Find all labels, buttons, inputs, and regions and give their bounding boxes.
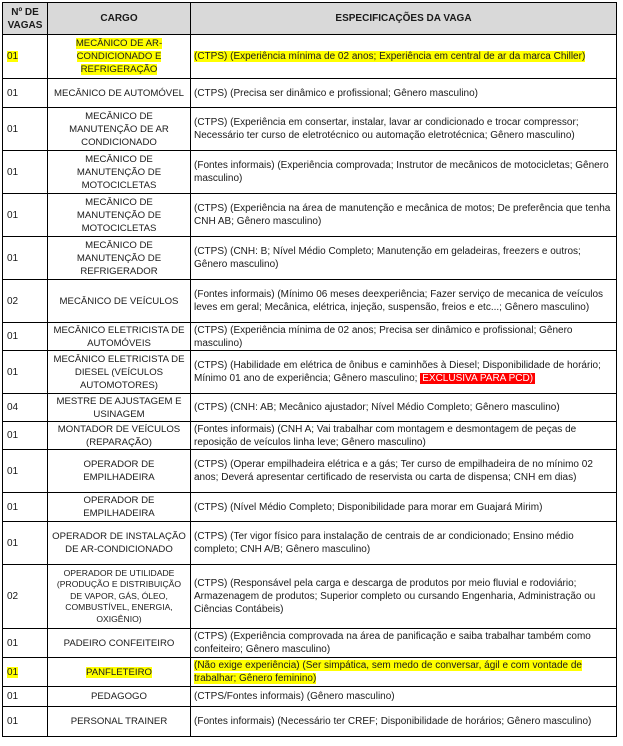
vagas-cell: 01 xyxy=(3,422,48,450)
table-row xyxy=(3,394,617,422)
table-row xyxy=(3,108,617,151)
cargo-cell: MESTRE DE AJUSTAGEM E USINAGEM xyxy=(48,394,191,422)
cargo-cell: PADEIRO CONFEITEIRO xyxy=(48,629,191,658)
cargo-cell: OPERADOR DE INSTALAÇÃO DE AR-CONDICIONADO xyxy=(48,522,191,565)
cargo-cell: PEDAGOGO xyxy=(48,687,191,707)
header-cargo: CARGO xyxy=(48,3,191,35)
vagas-cell: 02 xyxy=(3,565,48,629)
table-row xyxy=(3,707,617,737)
header-vagas: Nº DE VAGAS xyxy=(3,3,48,35)
vagas-cell: 01 xyxy=(3,151,48,194)
table-row xyxy=(3,237,617,280)
vagas-cell: 04 xyxy=(3,394,48,422)
vagas-cell: 01 xyxy=(3,658,48,687)
vagas-cell: 01 xyxy=(3,450,48,493)
vagas-cell: 01 xyxy=(3,35,48,79)
cargo-cell: OPERADOR DE EMPILHADEIRA xyxy=(48,493,191,522)
spec-cell: (CTPS) (CNH: B; Nível Médio Completo; Manutenção em geladeiras, freezers e outros; Gênero masculino) xyxy=(191,237,617,280)
table-row xyxy=(3,687,617,707)
cargo-cell: PERSONAL TRAINER xyxy=(48,707,191,737)
cargo-cell: MECÂNICO DE MANUTENÇÃO DE REFRIGERADOR xyxy=(48,237,191,280)
spec-cell: (CTPS/Fontes informais) (Gênero masculino) xyxy=(191,687,617,707)
table-row xyxy=(3,658,617,687)
table-row xyxy=(3,351,617,394)
table-row xyxy=(3,450,617,493)
spec-cell: (CTPS) (Responsável pela carga e descarga de produtos por meio fluvial e rodoviário; Armazenagem de produtos; Superior completo ou cursando Engenharia, Administração ou Ciências Contábeis) xyxy=(191,565,617,629)
spec-cell: (CTPS) (Experiência em consertar, instalar, lavar ar condicionado e trocar compressor; Necessário ter curso de eletrotécnico ou automação eletrotécnica; Gênero masculino) xyxy=(191,108,617,151)
vagas-cell: 01 xyxy=(3,237,48,280)
spec-cell: (Fontes informais) (Experiência comprovada; Instrutor de mecânicos de motocicletas; Gênero masculino) xyxy=(191,151,617,194)
spec-cell: (CTPS) (Experiência na área de manutenção e mecânica de motos; De preferência que tenha CNH AB; Gênero masculino) xyxy=(191,194,617,237)
vacancy-table xyxy=(2,2,617,737)
spec-cell: (CTPS) (Nível Médio Completo; Disponibilidade para morar em Guajará Mirim) xyxy=(191,493,617,522)
cargo-cell: MECÂNICO DE MANUTENÇÃO DE AR CONDICIONADO xyxy=(48,108,191,151)
spec-cell: (CTPS) (Experiência comprovada na área de panificação e saiba trabalhar também como confeiteiro; Gênero masculino) xyxy=(191,629,617,658)
table-row xyxy=(3,280,617,323)
table-row xyxy=(3,493,617,522)
spec-cell: (Fontes informais) (CNH A; Vai trabalhar com montagem e desmontagem de peças de reposição de veículos linha leve; Gênero masculino) xyxy=(191,422,617,450)
spec-cell: (Não exige experiência) (Ser simpática, sem medo de conversar, ágil e com vontade de trabalhar; Gênero feminino) xyxy=(191,658,617,687)
cargo-cell: OPERADOR DE EMPILHADEIRA xyxy=(48,450,191,493)
cargo-cell: MECÂNICO DE VEÍCULOS xyxy=(48,280,191,323)
spec-cell: (Fontes informais) (Mínimo 06 meses deexperiência; Fazer serviço de mecanica de veículos leves em geral; Mecânica, elétrica, injeção, suspensão, freios e etc...; Gênero masculino) xyxy=(191,280,617,323)
cargo-cell: MECÂNICO ELETRICISTA DE AUTOMÓVEIS xyxy=(48,323,191,351)
spec-text: (CTPS) (Habilidade em elétrica de ônibus e caminhões à Diesel; Disponibilidade de horário; Mínimo 01 ano de experiência; Gênero masculino; xyxy=(194,360,601,384)
vagas-cell: 01 xyxy=(3,108,48,151)
cargo-cell: MECÂNICO ELETRICISTA DE DIESEL (VEÍCULOS AUTOMOTORES) xyxy=(48,351,191,394)
spec-cell: (Fontes informais) (Necessário ter CREF; Disponibilidade de horários; Gênero masculino) xyxy=(191,707,617,737)
cargo-cell: MONTADOR DE VEÍCULOS (REPARAÇÃO) xyxy=(48,422,191,450)
vagas-cell: 01 xyxy=(3,79,48,108)
spec-cell: (CTPS) (CNH: AB; Mecânico ajustador; Nível Médio Completo; Gênero masculino) xyxy=(191,394,617,422)
pcd-badge: EXCLUSIVA PARA PCD) xyxy=(422,373,534,384)
vagas-cell: 01 xyxy=(3,687,48,707)
spec-cell: (CTPS) (Precisa ser dinâmico e profissional; Gênero masculino) xyxy=(191,79,617,108)
cargo-cell: MECÂNICO DE AUTOMÓVEL xyxy=(48,79,191,108)
table-row xyxy=(3,79,617,108)
vagas-cell: 01 xyxy=(3,194,48,237)
spec-cell: (CTPS) (Operar empilhadeira elétrica e a gás; Ter curso de empilhadeira de no mínimo 02 anos; Deverá apresentar certificado de reservista ou carta de dispensa; CNH em dias) xyxy=(191,450,617,493)
vagas-cell: 01 xyxy=(3,351,48,394)
table-row xyxy=(3,323,617,351)
vagas-cell: 01 xyxy=(3,493,48,522)
table-row xyxy=(3,629,617,658)
table-row xyxy=(3,422,617,450)
table-row xyxy=(3,522,617,565)
cargo-cell: OPERADOR DE UTILIDADE (PRODUÇÃO E DISTRIBUIÇÃO DE VAPOR, GÁS, ÓLEO, COMBUSTÍVEL, ENERGIA, OXIGÊNIO) xyxy=(48,565,191,629)
vagas-cell: 01 xyxy=(3,323,48,351)
table-row xyxy=(3,565,617,629)
table-row xyxy=(3,194,617,237)
vagas-cell: 01 xyxy=(3,522,48,565)
spec-cell: (CTPS) (Ter vigor físico para instalação de centrais de ar condicionado; Ensino médio completo; CNH A/B; Gênero masculino) xyxy=(191,522,617,565)
vagas-cell: 02 xyxy=(3,280,48,323)
cargo-cell: MECÂNICO DE MANUTENÇÃO DE MOTOCICLETAS xyxy=(48,194,191,237)
spec-cell xyxy=(191,351,617,394)
table-row xyxy=(3,151,617,194)
cargo-cell: MECÂNICO DE AR-CONDICIONADO E REFRIGERAÇÃO xyxy=(48,35,191,79)
vagas-cell: 01 xyxy=(3,629,48,658)
spec-cell: (CTPS) (Experiência mínima de 02 anos; Experiência em central de ar da marca Chiller) xyxy=(191,35,617,79)
table-row xyxy=(3,35,617,79)
cargo-cell: MECÂNICO DE MANUTENÇÃO DE MOTOCICLETAS xyxy=(48,151,191,194)
cargo-cell: PANFLETEIRO xyxy=(48,658,191,687)
header-especificacoes: ESPECIFICAÇÕES DA VAGA xyxy=(191,3,617,35)
header-row xyxy=(3,3,617,35)
vagas-cell: 01 xyxy=(3,707,48,737)
spec-cell: (CTPS) (Experiência mínima de 02 anos; Precisa ser dinâmico e profissional; Gênero masculino) xyxy=(191,323,617,351)
